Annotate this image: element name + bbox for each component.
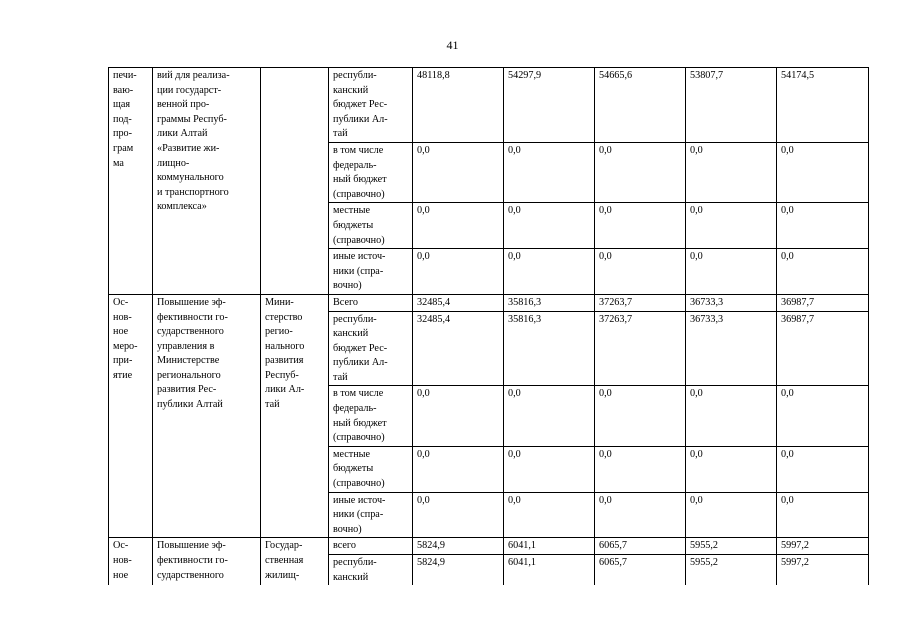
amount-cell: 37263,7: [595, 294, 686, 311]
amount-cell: 0,0: [777, 386, 869, 446]
program-type-cell: Ос- нов- ное: [109, 538, 153, 585]
amount-cell: 0,0: [777, 492, 869, 538]
amount-cell: 36987,7: [777, 294, 869, 311]
page-number: 41: [446, 38, 459, 52]
funding-source-cell: в том числе федераль- ный бюджет (справочно): [329, 142, 413, 202]
funding-source-cell: иные источ- ники (спра- вочно): [329, 492, 413, 538]
amount-cell: 0,0: [413, 203, 504, 249]
amount-cell: 0,0: [413, 386, 504, 446]
amount-cell: 0,0: [777, 446, 869, 492]
table-row: [109, 68, 869, 143]
amount-cell: 0,0: [413, 446, 504, 492]
amount-cell: 0,0: [504, 446, 595, 492]
funding-source-cell: республи- канский бюджет Рес- публики Ал- тай: [329, 68, 413, 143]
program-type-cell: Ос- нов- ное меро- при- ятие: [109, 294, 153, 538]
amount-cell: 5824,9: [413, 555, 504, 586]
amount-cell: 6041,1: [504, 538, 595, 555]
amount-cell: 0,0: [595, 446, 686, 492]
funding-source-cell: местные бюджеты (справочно): [329, 203, 413, 249]
amount-cell: 5997,2: [777, 538, 869, 555]
amount-cell: 0,0: [595, 492, 686, 538]
amount-cell: 32485,4: [413, 294, 504, 311]
amount-cell: 54297,9: [504, 68, 595, 143]
amount-cell: 5955,2: [686, 555, 777, 586]
amount-cell: 0,0: [777, 249, 869, 295]
amount-cell: 0,0: [686, 492, 777, 538]
amount-cell: 0,0: [504, 492, 595, 538]
amount-cell: 0,0: [413, 492, 504, 538]
amount-cell: 36733,3: [686, 294, 777, 311]
amount-cell: 0,0: [777, 203, 869, 249]
amount-cell: 0,0: [504, 249, 595, 295]
program-type-cell: печи- ваю- щая под- про- грам ма: [109, 68, 153, 295]
funding-source-cell: республи- канский бюджет Рес- публики Ал- тай: [329, 311, 413, 386]
amount-cell: 6041,1: [504, 555, 595, 586]
amount-cell: 32485,4: [413, 311, 504, 386]
funding-source-cell: всего: [329, 538, 413, 555]
funding-source-cell: республи- канский: [329, 555, 413, 586]
executor-cell: Государ- ственная жилищ-: [261, 538, 329, 585]
executor-cell: Мини- стерство регио- нального развития Респуб- лики Ал- тай: [261, 294, 329, 538]
amount-cell: 6065,7: [595, 538, 686, 555]
amount-cell: 35816,3: [504, 311, 595, 386]
amount-cell: 54665,6: [595, 68, 686, 143]
amount-cell: 48118,8: [413, 68, 504, 143]
amount-cell: 0,0: [686, 249, 777, 295]
amount-cell: 0,0: [595, 386, 686, 446]
amount-cell: 0,0: [504, 142, 595, 202]
amount-cell: 37263,7: [595, 311, 686, 386]
amount-cell: 54174,5: [777, 68, 869, 143]
amount-cell: 0,0: [686, 203, 777, 249]
executor-cell: [261, 68, 329, 295]
amount-cell: 0,0: [777, 142, 869, 202]
amount-cell: 0,0: [686, 386, 777, 446]
amount-cell: 53807,7: [686, 68, 777, 143]
amount-cell: 0,0: [504, 203, 595, 249]
program-name-cell: Повышение эф- фективности го- сударственного управления в Министерстве регионального развития Рес- публики Алтай: [153, 294, 261, 538]
amount-cell: 0,0: [595, 249, 686, 295]
amount-cell: 0,0: [595, 142, 686, 202]
funding-source-cell: иные источ- ники (спра- вочно): [329, 249, 413, 295]
funding-source-cell: Всего: [329, 294, 413, 311]
amount-cell: 5824,9: [413, 538, 504, 555]
program-name-cell: Повышение эф- фективности го- сударственного: [153, 538, 261, 585]
amount-cell: 5997,2: [777, 555, 869, 586]
amount-cell: 36987,7: [777, 311, 869, 386]
amount-cell: 0,0: [413, 249, 504, 295]
funding-source-cell: местные бюджеты (справочно): [329, 446, 413, 492]
budget-table: [108, 67, 869, 585]
table-row: [109, 294, 869, 311]
table-row: [109, 538, 869, 555]
amount-cell: 6065,7: [595, 555, 686, 586]
amount-cell: 0,0: [504, 386, 595, 446]
amount-cell: 5955,2: [686, 538, 777, 555]
amount-cell: 35816,3: [504, 294, 595, 311]
amount-cell: 36733,3: [686, 311, 777, 386]
program-name-cell: вий для реализа- ции государст- венной про- граммы Респуб- лики Алтай «Развитие жи- лищно- коммунального и транспортного комплекса»: [153, 68, 261, 295]
amount-cell: 0,0: [686, 446, 777, 492]
amount-cell: 0,0: [413, 142, 504, 202]
funding-source-cell: в том числе федераль- ный бюджет (справочно): [329, 386, 413, 446]
amount-cell: 0,0: [595, 203, 686, 249]
amount-cell: 0,0: [686, 142, 777, 202]
